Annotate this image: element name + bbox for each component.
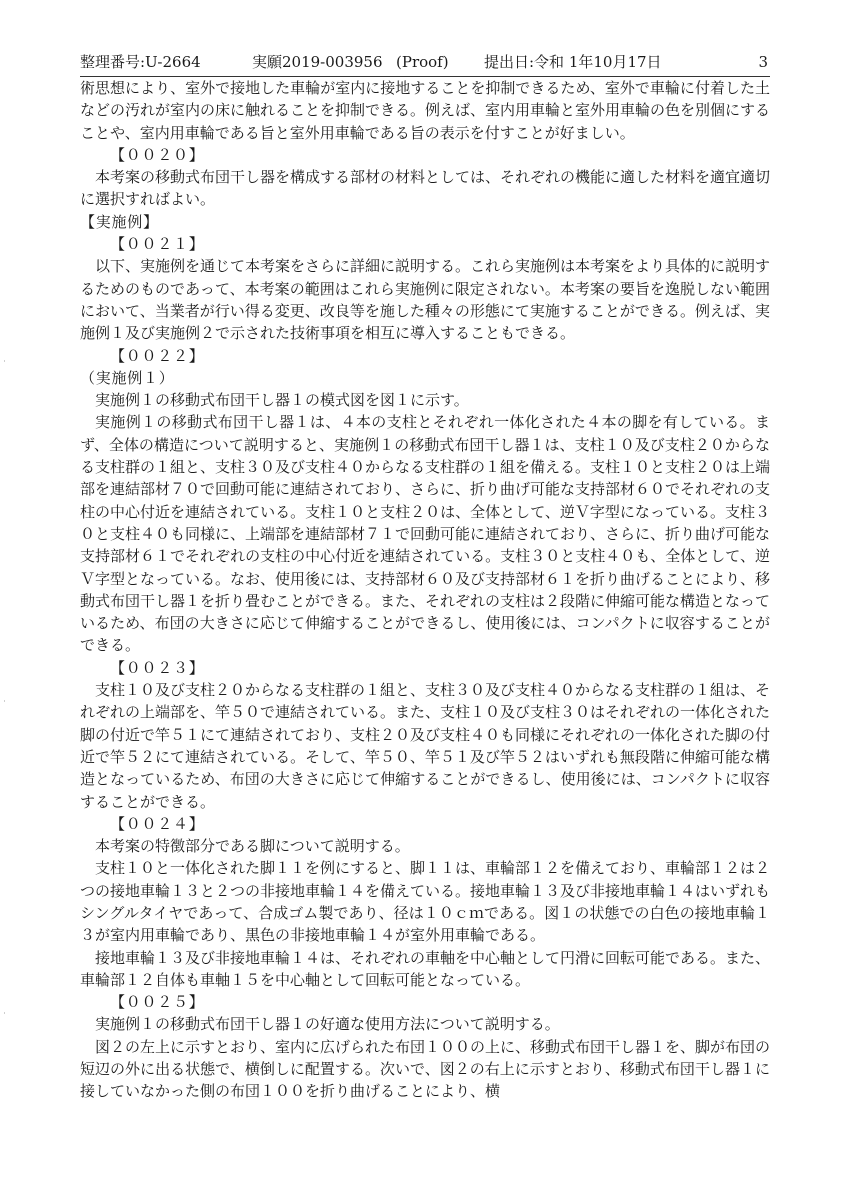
body-paragraph: 図２の左上に示すとおり、室内に広げられた布団１００の上に、移動式布団干し器１を、脚が布団の短辺の外に出る状態で、横倒しに配置する。次いで、図２の右上に示すとおり、移動式布団干し器１に接していなかった側の布団１００を折り曲げることにより、横 xyxy=(80,1037,771,1101)
paragraph-number: 【００２３】 xyxy=(110,658,205,677)
page-header xyxy=(80,52,770,77)
application-number: 実願2019-003956 xyxy=(252,53,383,71)
body-paragraph: 実施例１の移動式布団干し器１は、４本の支柱とそれぞれ一体化された４本の脚を有している。まず、全体の構造について説明すると、実施例１の移動式布団干し器１は、支柱１０及び支柱２０からなる支柱群の１組と、支柱３０及び支柱４０からなる支柱群の１組を備える。支柱１０と支柱２０は上端部を連結部材７０で回動可能に連結されており、さらに、折り曲げ可能な支持部材６０でそれぞれの支柱の中心付近を連結されている。支柱１０と支柱２０は、全体として、逆Ｖ字型になっている。支柱３０と支柱４０も同様に、上端部を連結部材７１で回動可能に連結されており、さらに、折り曲げ可能な支持部材６１でそれぞれの支柱の中心付近を連結されている。支柱３０と支柱４０も、全体として、逆Ｖ字型となっている。なお、使用後には、支持部材６０及び支持部材６１を折り曲げることにより、移動式布団干し器１を折り畳むことができる。また、それぞれの支柱は２段階に伸縮可能な構造となっているため、布団の大きさに応じて伸縮することができるし、使用後には、コンパクトに収容することができる。 xyxy=(80,413,771,655)
document-page xyxy=(80,52,770,1103)
document-body xyxy=(80,77,770,1103)
paragraph-number: 【００２４】 xyxy=(110,814,205,833)
paragraph-number: 【００２５】 xyxy=(110,993,205,1012)
body-paragraph: 術思想により、室外で接地した車輪が室内に接地することを抑制できるため、室外で車輪に付着した土などの汚れが室内の床に触れることを抑制できる。例えば、室内用車輪と室外用車輪の色を別個にすることや、室内用車輪である旨と室外用車輪である旨の表示を付すことが好ましい。 xyxy=(80,79,771,142)
subsection-heading: （実施例１） xyxy=(80,368,175,387)
body-paragraph: 接地車輪１３及び非接地車輪１４は、それぞれの車軸を中心軸として円滑に回転可能である。また、車輪部１２自体も車軸１５を中心軸として回転可能となっている。 xyxy=(80,948,771,989)
scan-margin-mark xyxy=(4,1012,5,1014)
body-paragraph: 支柱１０と一体化された脚１１を例にすると、脚１１は、車輪部１２を備えており、車輪部１２は２つの接地車輪１３と２つの非接地車輪１４を備えている。接地車輪１３及び非接地車輪１４はいずれもシングルタイヤであって、合成ゴム製であり、径は１０ｃｍである。図１の状態での白色の接地車輪１３が室内用車輪であり、黒色の非接地車輪１４が室外用車輪である。 xyxy=(80,859,771,945)
body-paragraph: 本考案の特徴部分である脚について説明する。 xyxy=(95,837,410,856)
body-paragraph: 実施例１の移動式布団干し器１の模式図を図１に示す。 xyxy=(95,391,469,410)
body-paragraph: 本考案の移動式布団干し器を構成する部材の材料としては、それぞれの機能に適した材料を適宜適切に選択すればよい。 xyxy=(80,168,771,209)
submission-date: 提出日:令和 1年10月17日 xyxy=(484,53,662,71)
paragraph-number: 【００２１】 xyxy=(110,235,205,254)
body-paragraph: 以下、実施例を通じて本考案をさらに詳細に説明する。これら実施例は本考案をより具体的に説明するためのものであって、本考案の範囲はこれら実施例に限定されない。本考案の要旨を逸脱しない範囲において、当業者が行い得る変更、改良等を施した種々の形態にて実施することができる。例えば、実施例１及び実施例２で示された技術事項を相互に導入することもできる。 xyxy=(80,257,771,343)
body-paragraph: 実施例１の移動式布団干し器１の好適な使用方法について説明する。 xyxy=(95,1015,560,1034)
paragraph-number: 【００２０】 xyxy=(110,145,205,164)
section-heading: 【実施例】 xyxy=(80,212,159,231)
reference-number: 整理番号:U-2664 xyxy=(80,53,201,71)
scan-margin-mark xyxy=(4,360,5,362)
paragraph-number: 【００２２】 xyxy=(110,346,205,365)
body-paragraph: 支柱１０及び支柱２０からなる支柱群の１組と、支柱３０及び支柱４０からなる支柱群の１組は、それぞれの上端部を、竿５０で連結されている。また、支柱１０及び支柱３０はそれぞれの一体化された脚の付近で竿５１にて連結されており、支柱２０及び支柱４０も同様にそれぞれの一体化された脚の付近で竿５２にて連結されている。そして、竿５０、竿５１及び竿５２はいずれも無段階に伸縮可能な構造となっているため、布団の大きさに応じて伸縮することができるし、使用後には、コンパクトに収容することができる。 xyxy=(80,681,771,811)
scan-margin-mark xyxy=(4,700,5,702)
page-number: 3 xyxy=(758,53,768,71)
proof-label: (Proof) xyxy=(396,53,449,71)
